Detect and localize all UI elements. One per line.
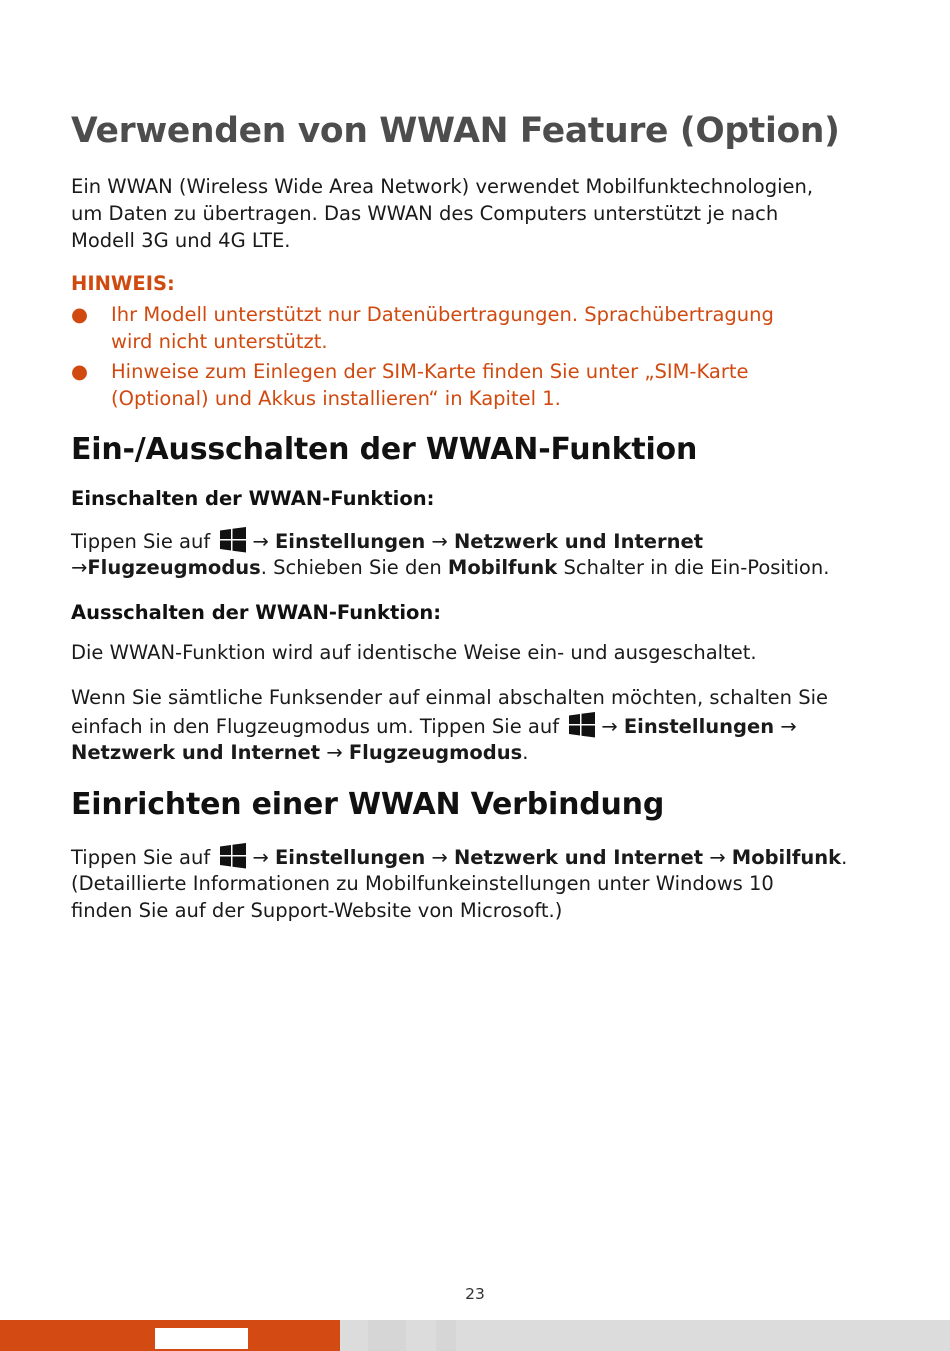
section1-sub-on: Einschalten der WWAN-Funktion: — [71, 487, 435, 510]
section2-heading: Einrichten einer WWAN Verbindung — [71, 787, 665, 822]
note-item-1-line-1: Ihr Modell unterstützt nur Datenübertragungen. Sprachübertragung — [111, 303, 774, 326]
all-airplane: Flugzeugmodus — [348, 741, 523, 764]
on-instructions-line-1 — [71, 527, 703, 555]
footer-white-block — [155, 1328, 248, 1349]
on-instructions-line-2 — [71, 554, 829, 581]
intro-line-2: um Daten zu übertragen. Das WWAN des Computers unterstützt je nach — [71, 202, 779, 225]
on-text-b: . Schieben Sie den — [260, 556, 448, 579]
note-item-2-line-1: Hinweise zum Einlegen der SIM-Karte finden Sie unter „SIM-Karte — [111, 360, 749, 383]
intro-line-3: Modell 3G und 4G LTE. — [71, 229, 291, 252]
all-radios-line-1: Wenn Sie sämtliche Funksender auf einmal abschalten möchten, schalten Sie — [71, 686, 829, 709]
on-airplane: Flugzeugmodus — [87, 556, 261, 579]
off-text: Die WWAN-Funktion wird auf identische Weise ein- und ausgeschaltet. — [71, 641, 757, 664]
bullet-icon: ● — [71, 303, 89, 326]
setup-settings: Einstellungen — [274, 846, 426, 869]
all-end: . — [522, 741, 529, 764]
section1-heading: Ein-/Ausschalten der WWAN-Funktion — [71, 432, 698, 467]
footer-segment — [368, 1320, 406, 1351]
note-item-1-line-2: wird nicht unterstützt. — [111, 330, 328, 353]
footer-segment — [436, 1320, 456, 1351]
setup-line-1 — [71, 843, 847, 871]
windows-logo-icon — [220, 843, 246, 869]
on-settings: Einstellungen — [274, 530, 426, 553]
section1-sub-off: Ausschalten der WWAN-Funktion: — [71, 601, 442, 624]
note-label: HINWEIS: — [71, 272, 175, 295]
arrow-icon: → — [326, 741, 343, 764]
arrow-icon: → — [601, 715, 618, 738]
windows-logo-icon — [569, 712, 595, 738]
all-settings: Einstellungen — [623, 715, 775, 738]
setup-network: Netzwerk und Internet — [453, 846, 704, 869]
footer-bar — [0, 1320, 950, 1351]
all-radios-line-3 — [71, 739, 528, 766]
all-network: Netzwerk und Internet — [71, 741, 321, 764]
all-text-a: einfach in den Flugzeugmodus um. Tippen Sie auf — [71, 715, 560, 738]
page-title: Verwenden von WWAN Feature (Option) — [71, 111, 840, 151]
on-network: Netzwerk und Internet — [453, 530, 704, 553]
setup-end: . — [841, 846, 848, 869]
arrow-icon: → — [431, 530, 448, 553]
setup-line-3: finden Sie auf der Support-Website von Microsoft.) — [71, 899, 563, 922]
bullet-icon: ● — [71, 360, 89, 383]
arrow-icon: → — [709, 846, 726, 869]
page-number: 23 — [465, 1285, 485, 1303]
windows-logo-icon — [220, 527, 246, 553]
setup-line-2: (Detaillierte Informationen zu Mobilfunkeinstellungen unter Windows 10 — [71, 872, 774, 895]
setup-text-a: Tippen Sie auf — [71, 846, 211, 869]
on-text-a: Tippen Sie auf — [71, 530, 211, 553]
intro-line-1: Ein WWAN (Wireless Wide Area Network) verwendet Mobilfunktechnologien, — [71, 175, 814, 198]
on-text-c: Schalter in die Ein-Position. — [557, 556, 830, 579]
note-item-2-line-2: (Optional) und Akkus installieren“ in Kapitel 1. — [111, 387, 561, 410]
arrow-icon: → — [780, 715, 797, 738]
arrow-icon: → — [71, 556, 88, 579]
setup-mobile: Mobilfunk — [731, 846, 842, 869]
all-radios-line-2 — [71, 712, 797, 740]
arrow-icon: → — [252, 846, 269, 869]
arrow-icon: → — [431, 846, 448, 869]
on-mobile: Mobilfunk — [447, 556, 558, 579]
arrow-icon: → — [252, 530, 269, 553]
